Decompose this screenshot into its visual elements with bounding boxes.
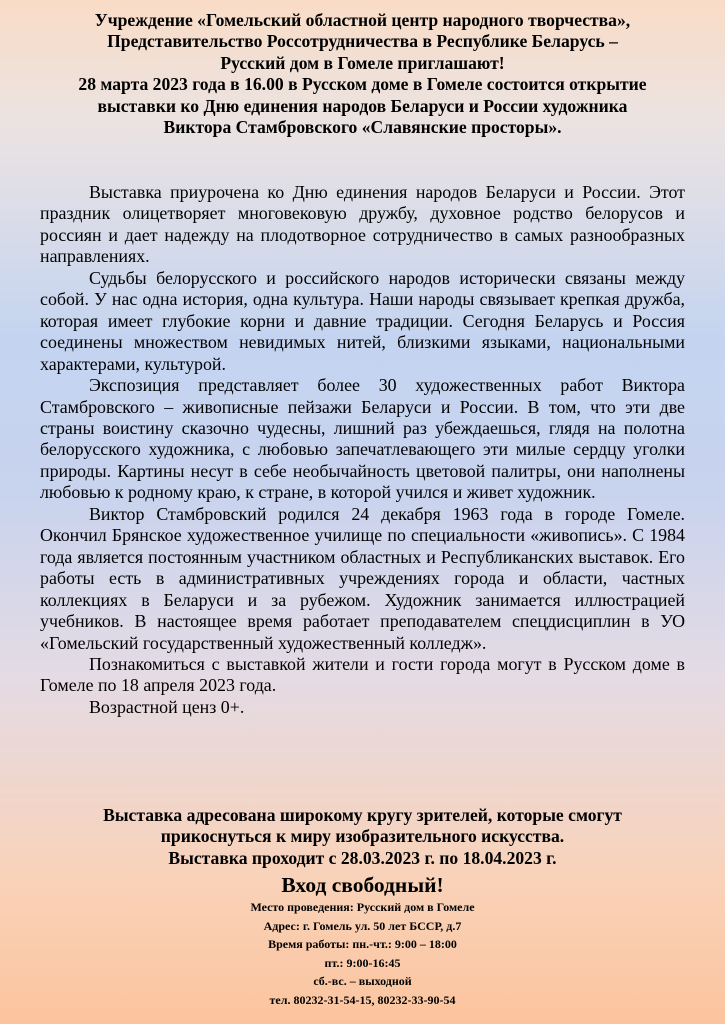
venue-address: Адрес: г. Гомель ул. 50 лет БССР, д.7 xyxy=(263,918,462,933)
hours-weekdays: Время работы: пн.-чт.: 9:00 – 18:00 xyxy=(268,937,457,952)
header-line-exhibition: выставки ко Дню единения народов Беларуси и России художника xyxy=(97,95,628,116)
invitation-header xyxy=(40,10,685,138)
article-body xyxy=(40,182,685,718)
header-line-artist: Виктора Стамбровского «Славянские просторы». xyxy=(163,117,562,138)
paragraph-exposition: Экспозиция представляет более 30 художественных работ Виктора Стамбровского – живописные пейзажи Беларуси и России. В том, что эти две страны воистину сказочно чудесны, лишний раз убеждаешься, глядя на полотна белорусского художника, с любовью запечатлевающего эти милые сердцу уголки природы. Картины несут в себе необычайность цветовой палитры, они наполнены любовью к родному краю, к стране, в которой учился и живет художник. xyxy=(40,375,685,503)
header-line-representation: Представительство Россотрудничества в Республике Беларусь – xyxy=(107,31,618,52)
header-line-organizer: Учреждение «Гомельский областной центр народного творчества», xyxy=(94,10,631,30)
header-line-invitation: Русский дом в Гомеле приглашают! xyxy=(220,52,505,73)
hours-friday: пт.: 9:00-16:45 xyxy=(324,955,401,970)
hours-weekend: сб.-вс. – выходной xyxy=(313,974,412,989)
summary-line-art: прикоснуться к миру изобразительного искусства. xyxy=(160,826,565,847)
summary-line-dates: Выставка проходит с 28.03.2023 г. по 18.04.2023 г. xyxy=(168,847,557,868)
free-entry-notice: Вход свободный! xyxy=(281,873,444,897)
paragraph-biography: Виктор Стамбровский родился 24 декабря 1963 года в городе Гомеле. Окончил Брянское художественное училище по специальности «живопись». С 1984 года является постоянным участником областных и Республиканских выставок. Его работы есть в административных учреждениях города и области, частных коллекциях в Беларуси и за рубежом. Художник занимается иллюстрацией учебников. В настоящее время работает преподавателем спецдисциплин в УО «Гомельский государственный художественный колледж». xyxy=(40,503,685,653)
venue-info xyxy=(40,898,685,1010)
venue-name: Место проведения: Русский дом в Гомеле xyxy=(250,900,475,914)
header-line-date: 28 марта 2023 года в 16.00 в Русском доме в Гомеле состоится открытие xyxy=(78,74,647,95)
contact-phone: тел. 80232-31-54-15, 80232-33-90-54 xyxy=(269,992,456,1007)
paragraph-visit: Познакомиться с выставкой жители и гости города могут в Русском доме в Гомеле по 18 апреля 2023 года. xyxy=(40,653,685,696)
paragraph-intro: Выставка приурочена ко Дню единения народов Беларуси и России. Этот праздник олицетворяет многовековую дружбу, духовное родство белорусов и россиян и дает надежду на плодотворное сотрудничество в самых разнообразных направлениях. xyxy=(40,182,685,267)
exhibition-summary xyxy=(40,805,685,869)
paragraph-history: Судьбы белорусского и российского народов исторически связаны между собой. У нас одна история, одна культура. Наши народы связывает крепкая дружба, которая имеет глубокие корни и давние традиции. Сегодня Беларусь и Россия соединены множеством невидимых нитей, близкими языками, национальными характерами, культурой. xyxy=(40,267,685,374)
summary-line-audience: Выставка адресована широкому кругу зрителей, которые смогут xyxy=(103,805,622,825)
paragraph-age-rating: Возрастной ценз 0+. xyxy=(89,696,245,717)
